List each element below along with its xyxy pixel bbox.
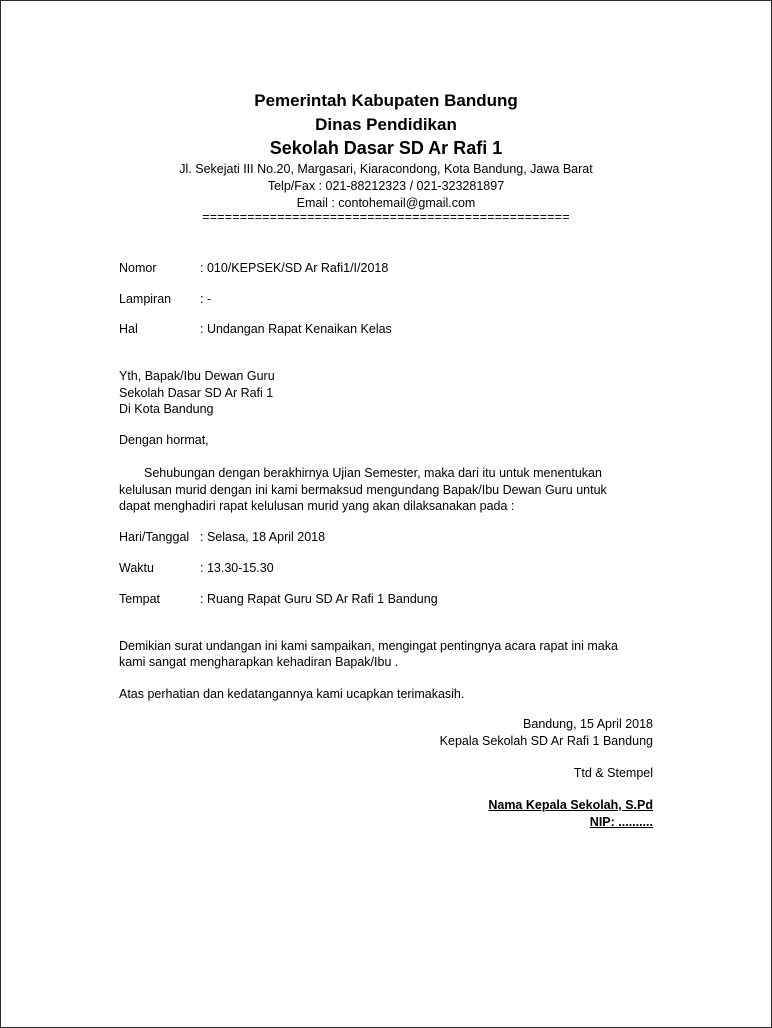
letterhead-school: Sekolah Dasar SD Ar Rafi 1: [269, 138, 503, 158]
place-value: : Ruang Rapat Guru SD Ar Rafi 1 Bandung: [200, 592, 438, 606]
signature-place-date: Bandung, 15 April 2018: [523, 717, 653, 731]
closing-paragraph-line-1: Demikian surat undangan ini kami sampaikan, mengingat pentingnya acara rapat ini maka: [119, 639, 618, 653]
signature-title: Kepala Sekolah SD Ar Rafi 1 Bandung: [439, 734, 653, 748]
time-label: Waktu: [119, 561, 154, 575]
lampiran-label: Lampiran: [119, 292, 172, 306]
nomor-value: : 010/KEPSEK/SD Ar Rafi1/I/2018: [200, 261, 389, 275]
greeting: Dengan hormat,: [119, 433, 209, 447]
thanks-line: Atas perhatian dan kedatangannya kami ucapkan terimakasih.: [119, 687, 465, 701]
lampiran-value: : -: [200, 292, 212, 306]
letterhead-department: Dinas Pendidikan: [315, 115, 457, 134]
date-value: : Selasa, 18 April 2018: [200, 530, 326, 544]
hal-value: : Undangan Rapat Kenaikan Kelas: [200, 322, 392, 336]
paragraph-1-line-1: Sehubungan dengan berakhirnya Ujian Semester, maka dari itu untuk menentukan: [144, 466, 602, 480]
recipient-line-3: Di Kota Bandung: [119, 402, 214, 416]
letterhead-government: Pemerintah Kabupaten Bandung: [254, 91, 518, 110]
hal-label: Hal: [119, 322, 138, 336]
signature-stamp: Ttd & Stempel: [573, 766, 653, 780]
letterhead-email: Email : contohemail@gmail.com: [296, 196, 476, 210]
recipient-line-2: Sekolah Dasar SD Ar Rafi 1: [119, 386, 274, 400]
time-value: : 13.30-15.30: [200, 561, 274, 575]
signature-nip: NIP: ..........: [589, 815, 653, 829]
letterhead-address: Jl. Sekejati III No.20, Margasari, Kiaracondong, Kota Bandung, Jawa Barat: [179, 162, 593, 176]
letterhead-phone: Telp/Fax : 021-88212323 / 021-323281897: [267, 179, 505, 193]
date-label: Hari/Tanggal: [119, 530, 190, 544]
recipient-line-1: Yth, Bapak/Ibu Dewan Guru: [119, 369, 275, 383]
closing-paragraph-line-2: kami sangat mengharapkan kehadiran Bapak/Ibu .: [119, 655, 399, 669]
nomor-label: Nomor: [119, 261, 157, 275]
signature-name: Nama Kepala Sekolah, S.Pd: [488, 798, 653, 812]
paragraph-1-line-2: kelulusan murid dengan ini kami bermaksud mengundang Bapak/Ibu Dewan Guru untuk: [119, 483, 607, 497]
paragraph-1-line-3: dapat menghadiri rapat kelulusan murid yang akan dilaksanakan pada :: [119, 499, 515, 513]
place-label: Tempat: [119, 592, 160, 606]
letterhead-separator: =================================================: [202, 210, 570, 224]
